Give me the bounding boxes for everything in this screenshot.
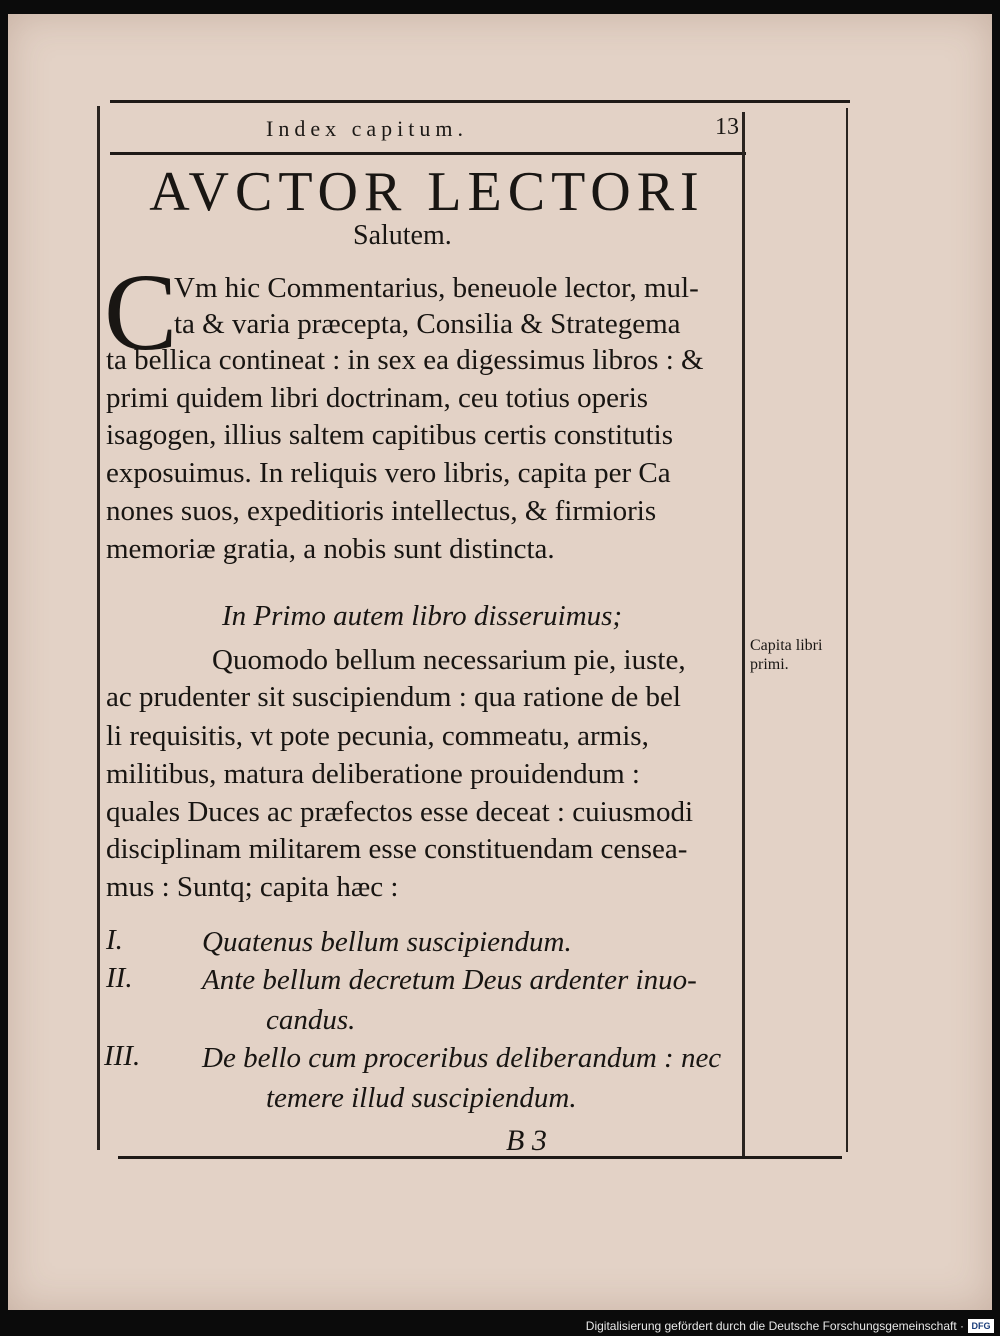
header-rule: [110, 152, 746, 155]
text-line: ta bellica contineat : in sex ea digessimus libros : &: [106, 344, 704, 376]
margin-note: [750, 636, 822, 674]
right-frame-line: [742, 112, 745, 1156]
text-line: quales Duces ac præfectos esse deceat : cuiusmodi: [106, 796, 694, 828]
signature-mark: B 3: [506, 1124, 547, 1157]
text-line: primi quidem libri doctrinam, ceu totius operis: [106, 382, 649, 414]
chapter-title-continued: candus.: [266, 1004, 356, 1036]
italic-intro: In Primo autem libro disseruimus;: [222, 600, 623, 632]
section-title: AVCTOR LECTORI: [149, 161, 705, 223]
chapter-numeral: III.: [104, 1040, 141, 1072]
text-line: mus : Suntq; capita hæc :: [106, 871, 399, 903]
chapter-numeral: I.: [106, 924, 123, 956]
chapter-title: Ante bellum decretum Deus ardenter inuo-: [202, 964, 697, 996]
text-line: Quomodo bellum necessarium pie, iuste,: [212, 644, 686, 676]
text-line: li requisitis, vt pote pecunia, commeatu, armis,: [106, 720, 649, 752]
chapter-title: Quatenus bellum suscipiendum.: [202, 926, 572, 958]
chapter-title-continued: temere illud suscipiendum.: [266, 1082, 577, 1114]
text-line: exposuimus. In reliquis vero libris, capita per Ca: [106, 457, 671, 489]
margin-note-line: Capita libri: [750, 637, 823, 654]
text-line: memoriæ gratia, a nobis sunt distincta.: [106, 533, 555, 565]
drop-capital: C: [104, 251, 178, 373]
page-number: 13: [715, 114, 739, 140]
left-frame-line: [97, 106, 100, 1150]
text-line: ta & varia præcepta, Consilia & Strategema: [174, 308, 681, 340]
margin-note-line: primi.: [750, 656, 789, 673]
text-line: nones suos, expeditioris intellectus, & firmioris: [106, 495, 657, 527]
dfg-logo-icon: DFG: [968, 1319, 994, 1333]
chapter-title: De bello cum proceribus deliberandum : nec: [202, 1042, 722, 1074]
text-line: disciplinam militarem esse constituendam censea-: [106, 833, 688, 865]
text-line: militibus, matura deliberatione prouidendum :: [106, 758, 640, 790]
text-line: ac prudenter sit suscipiendum : qua ratione de bel: [106, 681, 681, 713]
funding-credit: Digitalisierung gefördert durch die Deutsche Forschungsgemeinschaft ·: [585, 1319, 964, 1333]
bottom-rule: [118, 1156, 842, 1159]
chapter-numeral: II.: [106, 962, 133, 994]
section-subtitle: Salutem.: [353, 220, 452, 251]
margin-frame-line: [846, 108, 848, 1152]
text-line: isagogen, illius saltem capitibus certis constitutis: [106, 419, 674, 451]
text-line: Vm hic Commentarius, beneuole lector, mul-: [174, 272, 699, 304]
running-head: Index capitum.: [266, 116, 468, 141]
top-rule: [110, 100, 850, 103]
